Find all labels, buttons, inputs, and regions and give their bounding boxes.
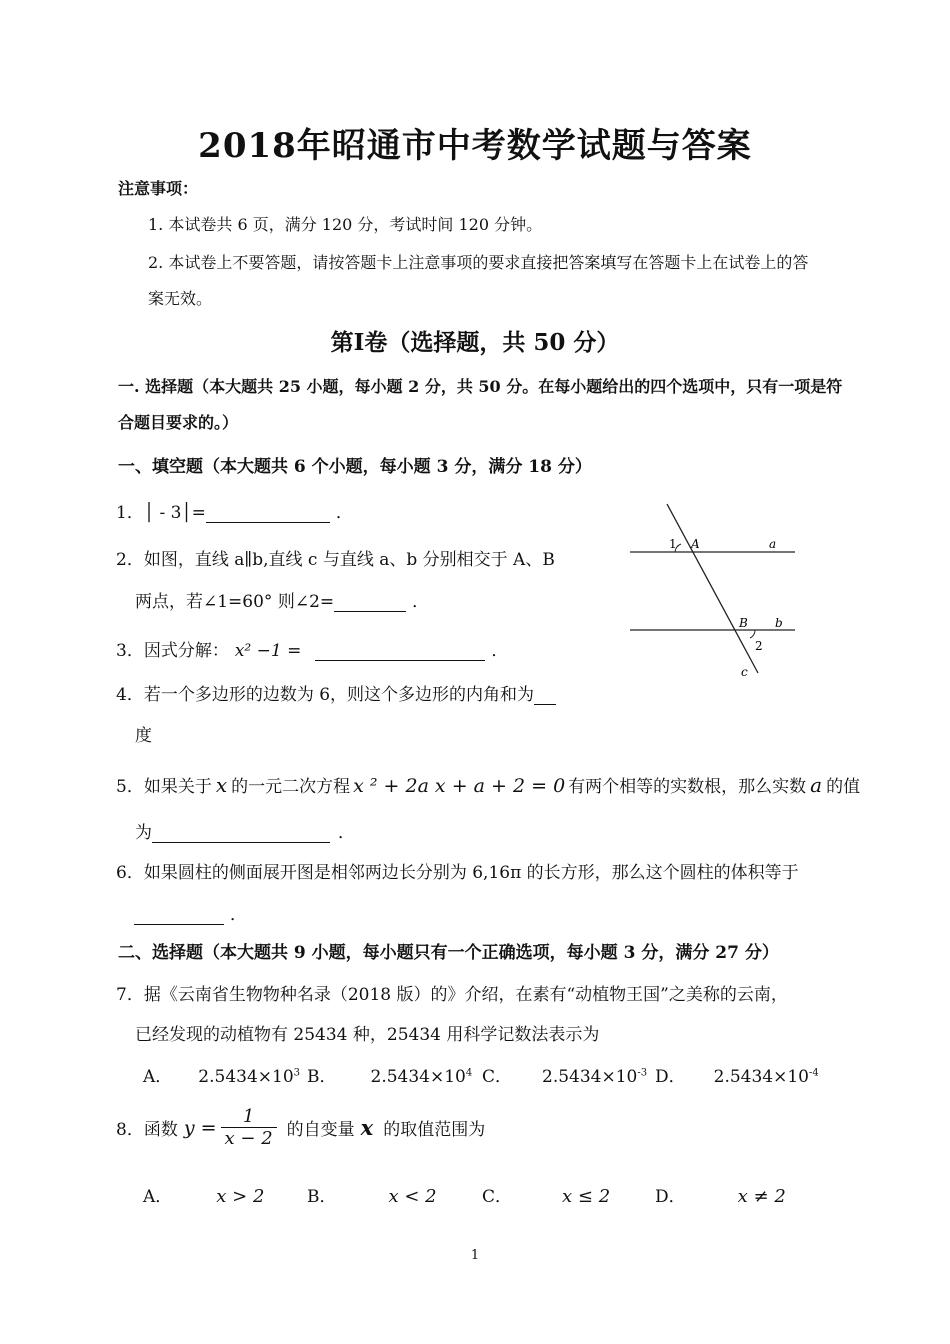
q8-mid: 的自变量 (286, 1120, 355, 1140)
q8-denominator: x − 2 (224, 1128, 273, 1149)
question-7-line-2: 已经发现的动植物有 25434 种，25434 用科学记数法表示为 (135, 1025, 600, 1045)
q7-option-b-base: 2.5434×10 (370, 1067, 466, 1087)
page-title: 2018年昭通市中考数学试题与答案 (198, 126, 752, 166)
question-8 (116, 1106, 485, 1149)
q5-text-d: 的值 (826, 777, 861, 797)
q8-option-c[interactable] (482, 1182, 610, 1207)
q2-answer-blank[interactable] (334, 593, 406, 612)
q7-option-d-exp: -4 (809, 1067, 819, 1079)
q2-text: 两点，若∠1=60° 则∠2= (135, 592, 335, 612)
q8-option-c-value: x ≤ 2 (562, 1186, 611, 1207)
q8-option-d-letter: D． (655, 1187, 686, 1207)
q3-expr: x² −1 = (234, 641, 302, 661)
q3-answer-blank[interactable] (315, 642, 485, 661)
q5-var-x: x (215, 773, 228, 797)
q5-text-c: 有两个相等的实数根，那么实数 (568, 777, 807, 797)
question-1 (116, 498, 353, 523)
q7-option-c[interactable] (482, 1062, 647, 1087)
q7-option-d[interactable] (655, 1062, 819, 1087)
q5-text-b: 的一元二次方程 (231, 777, 351, 797)
intro-line-1: 一. 选择题（本大题共 25 小题，每小题 2 分，共 50 分。在每小题给出的四个选项中，只有一项是符 (118, 377, 843, 396)
q4-text: 4．若一个多边形的边数为 6，则这个多边形的内角和为 (116, 685, 535, 705)
part1-heading: 一、填空题（本大题共 6 个小题，每小题 3 分，满分 18 分） (118, 457, 592, 477)
fig-label-b: b (775, 616, 783, 630)
part2-heading: 二、选择题（本大题共 9 小题，每小题只有一个正确选项，每小题 3 分，满分 27 分） (118, 943, 779, 963)
q8-suffix: 的取值范围为 (383, 1120, 486, 1140)
q1-answer-blank[interactable] (206, 504, 330, 523)
q8-var: x (360, 1115, 374, 1140)
q3-prefix: 3．因式分解： (116, 641, 229, 661)
question-5-line-2 (135, 818, 355, 843)
q8-option-b[interactable] (307, 1182, 437, 1207)
question-4-line-1 (116, 680, 556, 705)
q8-option-d-value: x ≠ 2 (737, 1186, 786, 1207)
fig-label-A: A (691, 537, 700, 551)
q5-text-a: 5．如果关于 (116, 777, 212, 797)
fig-label-c: c (741, 665, 748, 679)
fig-label-a: a (769, 537, 777, 551)
q8-option-c-letter: C． (482, 1187, 513, 1207)
q5-equation: x ² + 2a x + a + 2 = 0 (353, 775, 566, 797)
question-6-line-1: 6．如果圆柱的侧面展开图是相邻两边长分别为 6,16π 的长方形，那么这个圆柱的体积等于 (116, 863, 799, 883)
notice-item-2: 2. 本试卷上不要答题，请按答题卡上注意事项的要求直接把答案填写在答题卡上在试卷上的答 (148, 253, 809, 272)
fig-label-1: 1 (669, 537, 677, 551)
q7-option-c-base: 2.5434×10 (542, 1067, 638, 1087)
q6-answer-blank[interactable] (134, 906, 224, 925)
q8-numerator: 1 (221, 1106, 277, 1128)
q8-fraction (221, 1106, 277, 1149)
question-5-line-1 (116, 772, 860, 797)
q5-line2-text: 为 (135, 823, 152, 843)
q8-option-a[interactable] (143, 1182, 264, 1207)
q7-option-d-letter: D． (655, 1067, 686, 1087)
q1-prefix: 1． (116, 503, 144, 523)
question-2-line-1: 2．如图，直线 a∥b,直线 c 与直线 a、b 分别相交于 A、B (116, 550, 555, 570)
q5-var-a: a (810, 773, 823, 797)
q5-end: ． (338, 823, 355, 843)
q8-option-b-letter: B． (307, 1187, 337, 1207)
angle-2-arc (750, 630, 755, 638)
q4-answer-blank[interactable] (534, 686, 556, 705)
question-7-line-1: 7．据《云南省生物物种名录（2018 版）的》介绍，在素有“动植物王国”之美称的云南， (116, 985, 788, 1005)
q5-answer-blank[interactable] (152, 824, 330, 843)
q8-prefix: 8．函数 (116, 1120, 178, 1140)
q1-end: ． (335, 503, 353, 523)
line-c (667, 504, 758, 673)
question-2-line-2 (135, 587, 429, 612)
q8-option-b-value: x < 2 (388, 1186, 437, 1207)
q2-end: ． (412, 592, 430, 612)
q8-option-a-letter: A． (143, 1187, 173, 1207)
section-title: 第Ⅰ卷（选择题，共 50 分） (330, 329, 620, 356)
q7-option-c-letter: C． (482, 1067, 513, 1087)
q7-option-a-base: 2.5434×10 (198, 1067, 294, 1087)
question-6-line-2 (134, 900, 247, 925)
q8-option-d[interactable] (655, 1182, 786, 1207)
q1-expr: │ - 3│= (143, 503, 206, 523)
page-number: 1 (470, 1248, 480, 1263)
q3-end: ． (491, 641, 509, 661)
q8-option-a-value: x > 2 (216, 1186, 265, 1207)
q7-option-b-letter: B． (307, 1067, 337, 1087)
intro-line-2: 合题目要求的。） (118, 413, 239, 432)
notice-heading: 注意事项： (118, 179, 199, 198)
q8-y-eq: y = (183, 1116, 217, 1139)
q7-option-c-exp: -3 (637, 1067, 648, 1079)
question-4-line-2: 度 (135, 726, 152, 746)
q7-option-b[interactable] (307, 1062, 472, 1087)
notice-item-1: 1. 本试卷共 6 页，满分 120 分，考试时间 120 分钟。 (148, 215, 543, 234)
q7-option-a-exp: 3 (293, 1067, 301, 1079)
fig-label-2: 2 (755, 639, 763, 653)
question-3 (116, 636, 508, 661)
q6-end: ． (230, 905, 247, 925)
parallel-lines-figure (625, 498, 805, 683)
fig-label-B: B (739, 616, 748, 630)
q7-option-b-exp: 4 (465, 1067, 473, 1079)
q7-option-a[interactable] (143, 1062, 300, 1087)
q7-option-a-letter: A． (143, 1067, 173, 1087)
q7-option-d-base: 2.5434×10 (713, 1067, 809, 1087)
notice-item-2-cont: 案无效。 (148, 289, 213, 308)
